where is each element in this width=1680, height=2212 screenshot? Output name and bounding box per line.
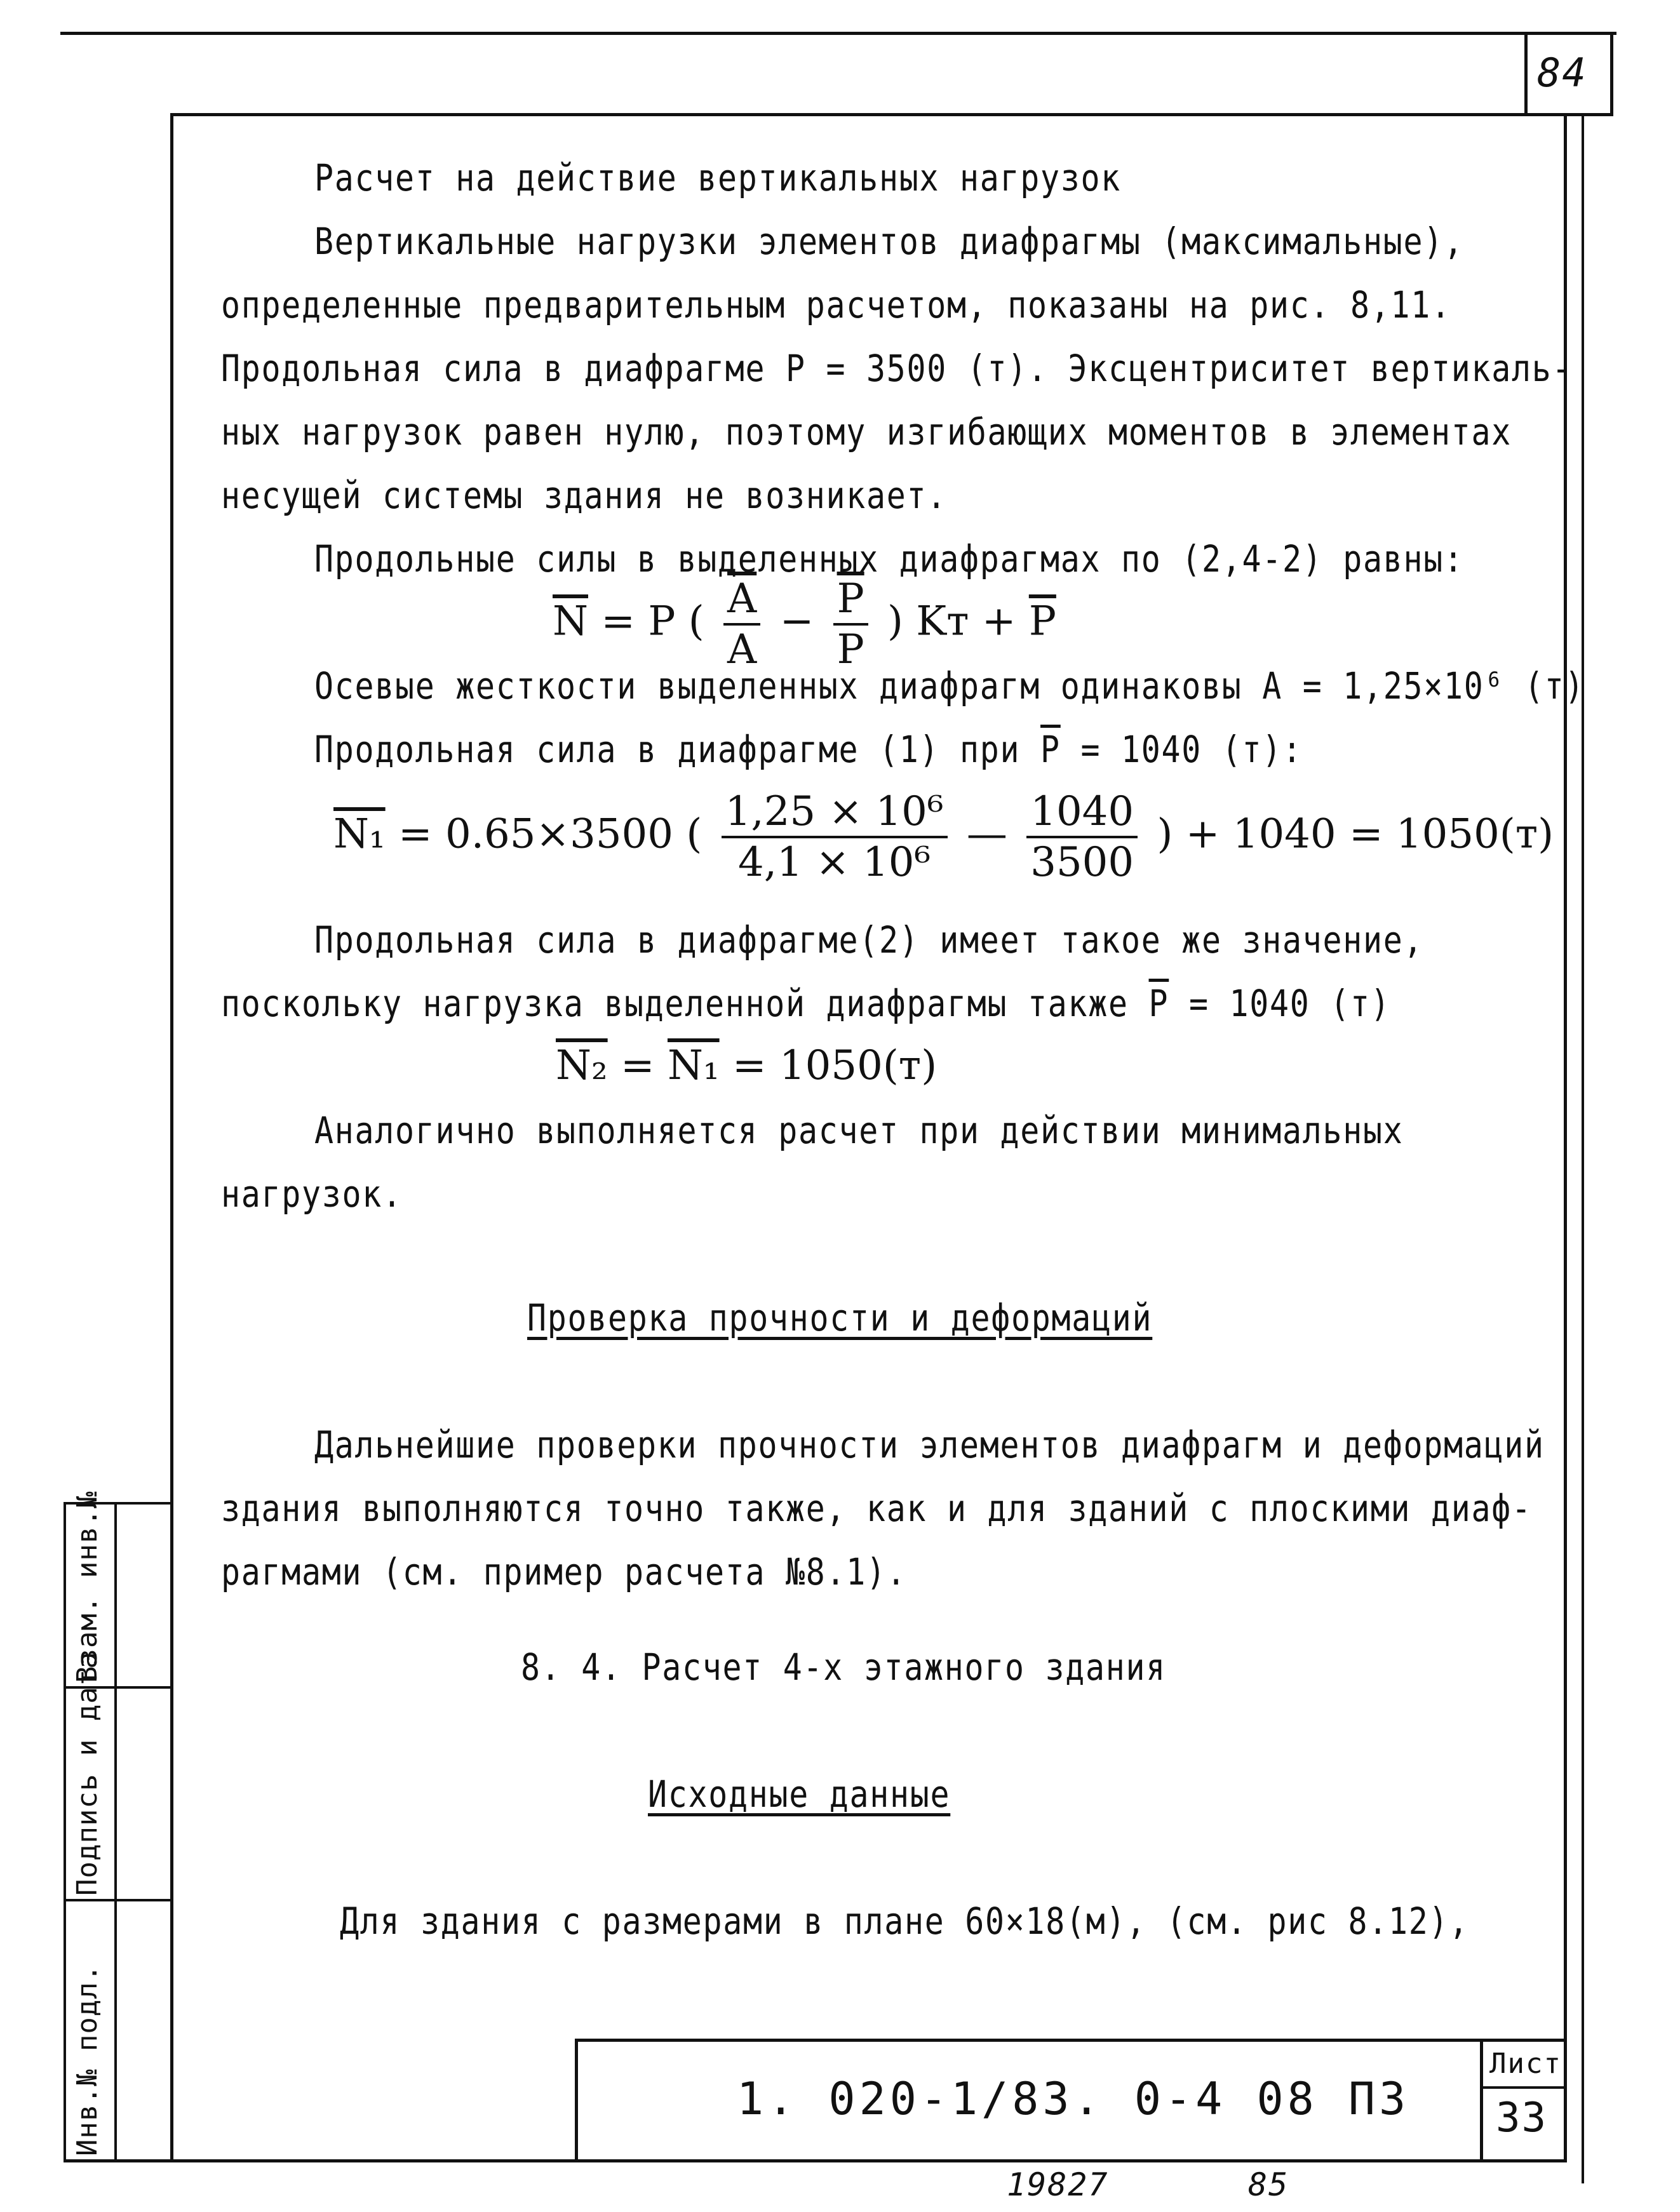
frame-right-outer — [1582, 113, 1584, 2183]
title-block-left — [575, 2039, 578, 2159]
side-stamp-left — [64, 1502, 66, 2161]
page-number: 84 — [1537, 50, 1587, 96]
formula1-frac1-den: A — [727, 626, 757, 673]
formula2-eq: = 0.65×3500 ( — [398, 810, 702, 858]
para8: Для здания с размерами в плане 60×18(м), (см. рис 8.12), — [340, 1900, 1470, 1943]
heading-vertical-loads: Расчет на действие вертикальных нагрузок — [314, 156, 1122, 199]
heading-section-8-4: 8. 4. Расчет 4-х этажного здания — [521, 1646, 1167, 1689]
formula1-eq: = P ( — [601, 598, 704, 645]
para6-line2: нагрузок. — [221, 1172, 403, 1216]
frame-right — [1564, 113, 1567, 2161]
formula3-mid: = — [621, 1042, 655, 1089]
formula2-frac2 — [1026, 788, 1138, 887]
frame-left — [170, 113, 173, 2161]
document-code: 1. 020-1/83. 0-4 08 ПЗ — [737, 2073, 1410, 2125]
para7-line1: Дальнейшие проверки прочности элементов диафрагм и деформаций — [314, 1423, 1545, 1466]
formula-n1 — [333, 788, 1554, 887]
heading-initial-data: Исходные данные — [648, 1773, 951, 1816]
para7-line3: рагмами (см. пример расчета №8.1). — [221, 1550, 907, 1593]
formula3-rhs: = 1050(т) — [732, 1042, 937, 1089]
para2: Продольные силы в выделенных диафрагмах по (2,4-2) равны: — [314, 537, 1464, 580]
para1-line3: Продольная сила в диафрагме P = 3500 (т). Эксцентриситет вертикаль- — [221, 347, 1573, 390]
para4-b: = 1040 (т): — [1080, 728, 1303, 771]
side-stamp-signature-date: Подпись и дата — [71, 1651, 104, 1896]
para5-line1: Продольная сила в диафрагме(2) имеет такое же значение, — [314, 918, 1424, 962]
formula1-frac1-num: $\overline{A}$ — [723, 575, 760, 626]
formula1-lhs: $\overline{N}$ — [553, 598, 588, 645]
frame-bottom — [64, 2159, 1567, 2162]
formula2-frac2-den: 3500 — [1030, 839, 1134, 886]
formula1-frac2-den: P — [837, 626, 864, 673]
formula1-tail: ) Kт + — [887, 598, 1016, 645]
formula2-frac1-den: 4,1 × 10⁶ — [737, 839, 931, 886]
formula1-frac2-num: $\overline{P}$ — [833, 575, 868, 626]
formula2-minus: — — [966, 810, 1007, 858]
formula1-frac2 — [833, 575, 868, 674]
formula1-minus: − — [779, 598, 814, 645]
para7-line2: здания выполняются точно также, как и для зданий с плоскими диаф- — [221, 1487, 1532, 1530]
formula2-lhs: N₁ — [333, 810, 386, 858]
title-block-top — [575, 2039, 1567, 2042]
para5-line2 — [221, 981, 1391, 1026]
formula2-frac1-num: 1,25 × 10⁶ — [722, 788, 948, 838]
formula3-rhs-n: N₁ — [667, 1042, 720, 1089]
formula2-frac2-num: 1040 — [1026, 788, 1138, 838]
para5-line2-p: $\overline{P}$ — [1148, 982, 1169, 1025]
formula-n-bar — [553, 575, 1056, 674]
side-stamp-inv-podl: Инв.№ подл. — [71, 1964, 104, 2156]
sheet-label: Лист — [1489, 2048, 1562, 2080]
para5-line2-b: = 1040 (т) — [1189, 982, 1391, 1025]
para6-line1: Аналогично выполняется расчет при действии минимальных — [314, 1109, 1404, 1152]
para4-p: $\overline{P}$ — [1040, 728, 1061, 771]
para1-line4: ных нагрузок равен нулю, поэтому изгибающих моментов в элементах — [221, 410, 1512, 453]
side-stamp-divider — [114, 1502, 117, 2161]
heading-strength-check: Проверка прочности и деформаций — [527, 1296, 1153, 1339]
formula1-frac1 — [723, 575, 760, 674]
para4-a: Продольная сила в диафрагме (1) при — [314, 728, 1021, 771]
title-block-sheet-divider — [1480, 2039, 1483, 2159]
side-stamp-vzam-inv: Взам. инв.№ — [71, 1491, 104, 1683]
side-stamp-sep2 — [64, 1899, 170, 1901]
formula3-lhs: N₂ — [556, 1042, 608, 1089]
frame-top — [170, 113, 1613, 116]
bottom-note-right: 85 — [1248, 2166, 1289, 2203]
para1-line5: несущей системы здания не возникает. — [221, 474, 948, 517]
page-number-box-left — [1524, 35, 1528, 114]
formula2-tail: ) + 1040 = 1050(т) — [1157, 810, 1554, 858]
page-number-box-right — [1610, 35, 1613, 114]
bottom-note-left: 19827 — [1007, 2166, 1109, 2203]
top-rule — [60, 32, 1616, 35]
para3: Осевые жесткости выделенных диафрагм одинаковы A = 1,25×10⁶ (т) — [314, 664, 1585, 707]
formula2-frac1 — [722, 788, 948, 887]
sheet-number: 33 — [1496, 2095, 1548, 2142]
formula-n2 — [556, 1042, 937, 1090]
para1-line2: определенные предварительным расчетом, показаны на рис. 8,11. — [221, 283, 1451, 326]
para1-line1: Вертикальные нагрузки элементов диафрагмы (максимальные), — [314, 220, 1464, 263]
para4 — [314, 727, 1303, 772]
formula1-tail-p: $\overline{P}$ — [1028, 598, 1056, 645]
para5-line2-a: поскольку нагрузка выделенной диафрагмы также — [221, 982, 1129, 1025]
title-block-sheet-sep — [1480, 2086, 1566, 2089]
